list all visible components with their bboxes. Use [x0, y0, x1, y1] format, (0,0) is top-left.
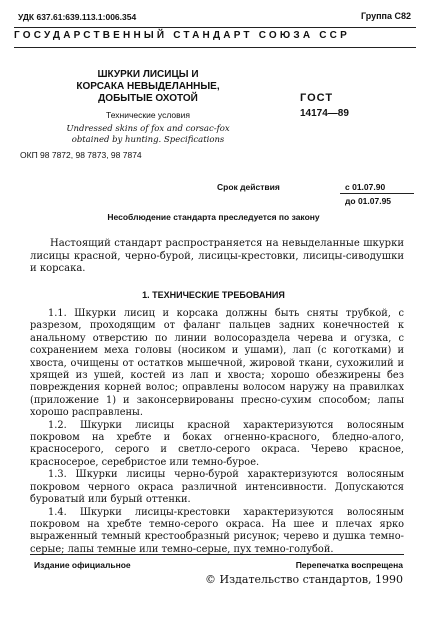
requirements-body — [30, 308, 404, 556]
header-rule — [14, 47, 416, 48]
validity-from: с 01.07.90 — [345, 182, 386, 192]
section-heading: 1. ТЕХНИЧЕСКИЕ ТРЕБОВАНИЯ — [142, 290, 285, 300]
technical-conditions: Технические условия — [106, 110, 190, 120]
top-rule — [14, 27, 416, 28]
title-line-1: ШКУРКИ ЛИСИЦЫ И — [97, 69, 199, 80]
validity-to: до 01.07.95 — [345, 196, 392, 206]
law-notice: Несоблюдение стандарта преследуется по закону — [107, 212, 320, 222]
copyright: © Издательство стандартов, 1990 — [205, 573, 403, 586]
validity-label: Срок действия — [217, 182, 280, 192]
paragraph-1-4: 1.4. Шкурки лисицы-крестовки характеризуются волосяным покровом на хребте темно-серого окраса. На шее и плечах ярко выраженный темный крестообразный рисунок; черево и душка темно-серые; лапы темные или темно-серые, пух темно-голубой. — [30, 506, 404, 555]
footer-rule — [30, 554, 404, 555]
okp-codes: ОКП 98 7872, 98 7873, 98 7874 — [20, 150, 142, 160]
udk-code: УДК 637.61:639.113.1:006.354 — [18, 12, 137, 22]
english-title-line-2: obtained by hunting. Specifications — [71, 134, 225, 145]
intro-paragraph: Настоящий стандарт распространяется на невыделанные шкурки лисицы красной, черно-бурой, лисицы-крестовки, лисицы-сиводушки и корсака. — [30, 238, 404, 274]
state-standard-heading: ГОСУДАРСТВЕННЫЙ СТАНДАРТ СОЮЗА ССР — [14, 30, 350, 41]
english-title — [48, 124, 248, 145]
title-line-2: КОРСАКА НЕВЫДЕЛАННЫЕ, — [76, 81, 220, 92]
official-edition: Издание официальное — [34, 560, 131, 570]
gost-number: 14174—89 — [300, 108, 349, 119]
gost-label: ГОСТ — [300, 92, 334, 104]
validity-divider — [340, 193, 414, 194]
paragraph-1-3: 1.3. Шкурки лисицы черно-бурой характеризуются волосяным покровом черного окраса различной интенсивности. Допускаются буроватый или бурый оттенки. — [30, 469, 404, 506]
paragraph-1-2: 1.2. Шкурки лисицы красной характеризуются волосяным покровом на хребте и боках огненно-красного, бледно-алого, красносерого, серого и светло-серого окраса. Черево красное, красносерое, серебристое или темно-бурое. — [30, 419, 404, 468]
english-title-line-1: Undressed skins of fox and corsac-fox — [66, 124, 230, 134]
reprint-notice: Перепечатка воспрещена — [295, 560, 403, 570]
title-line-3: ДОБЫТЫЕ ОХОТОЙ — [98, 93, 198, 104]
document-title — [48, 69, 248, 105]
paragraph-1-1: 1.1. Шкурки лисиц и корсака должны быть сняты трубкой, с разрезом, проходящим от фаланг пальцев задних конечностей к анальному отверстию по линии волосораздела черева и огузка, с сохранением меха головы (носиком и ушами), лап (с коготками) и хвоста, очищены от остатков мышечной, жировой ткани, сухожилий и хрящей из ушей, костей из лап и хвоста; хорошо обезжирены без повреждения корней волос; оправлены волосом наружу на правилках (приложение 1) и законсервированы пресно-сухим способом; лапы хорошо расправлены. — [30, 308, 404, 419]
group-code: Группа С82 — [360, 11, 411, 21]
